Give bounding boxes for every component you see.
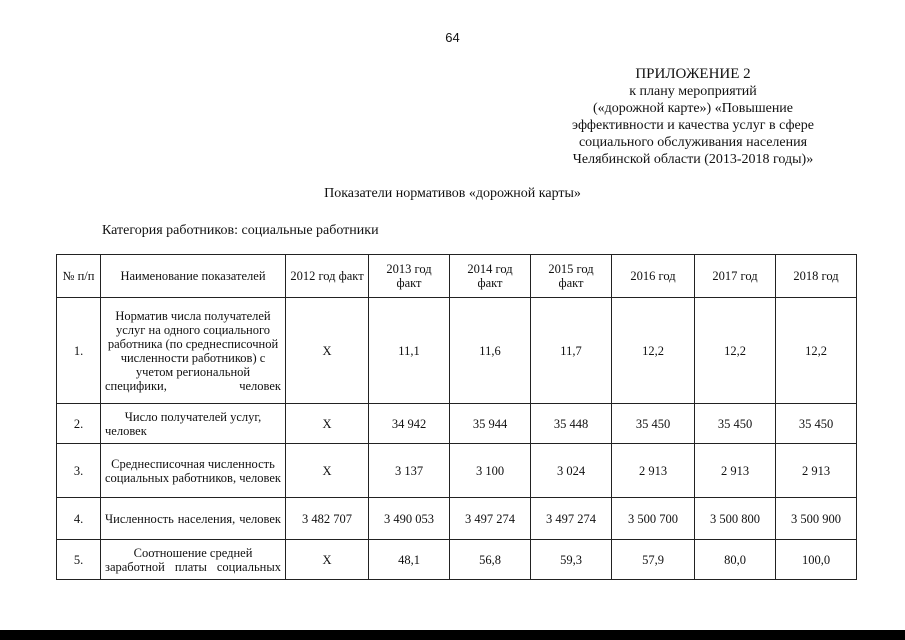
- cell-value: 3 137: [369, 444, 450, 498]
- row-name: Число получателей услуг, человек: [101, 404, 286, 444]
- cell-value: 56,8: [450, 540, 531, 580]
- cell-value: 2 913: [612, 444, 695, 498]
- appendix-line: Челябинской области (2013-2018 годы)»: [572, 152, 814, 167]
- row-name: Среднесписочная численность социальных работников, человек: [101, 444, 286, 498]
- cell-value: 48,1: [369, 540, 450, 580]
- cell-value: 11,7: [531, 298, 612, 404]
- header-2013: 2013 год факт: [369, 255, 450, 298]
- cell-value: X: [286, 404, 369, 444]
- cell-value: 57,9: [612, 540, 695, 580]
- cell-value: 3 100: [450, 444, 531, 498]
- row-number: 3.: [57, 444, 101, 498]
- header-2015: 2015 год факт: [531, 255, 612, 298]
- cell-value: X: [286, 540, 369, 580]
- row-number: 5.: [57, 540, 101, 580]
- cell-value: 35 944: [450, 404, 531, 444]
- worker-category: Категория работников: социальные работники: [102, 223, 379, 238]
- table-header-row: [57, 255, 857, 298]
- cell-value: 11,1: [369, 298, 450, 404]
- row-number: 1.: [57, 298, 101, 404]
- cell-value: 35 450: [695, 404, 776, 444]
- cell-value: 3 024: [531, 444, 612, 498]
- cell-value: 12,2: [612, 298, 695, 404]
- cell-value: 35 450: [612, 404, 695, 444]
- row-name: Норматив числа получателей услуг на одного социального работника (по среднесписочной численности работников) с учетом региональной специфики, человек: [101, 298, 286, 404]
- appendix-heading: ПРИЛОЖЕНИЕ 2: [635, 66, 751, 82]
- table-row: [57, 540, 857, 580]
- cell-value: 11,6: [450, 298, 531, 404]
- indicators-table: [56, 254, 857, 580]
- appendix-line: эффективности и качества услуг в сфере: [572, 118, 814, 133]
- header-2012: 2012 год факт: [286, 255, 369, 298]
- cell-value: 3 497 274: [450, 498, 531, 540]
- header-2014: 2014 год факт: [450, 255, 531, 298]
- cell-value: 2 913: [695, 444, 776, 498]
- scan-bottom-border: [0, 630, 905, 640]
- header-2016: 2016 год: [612, 255, 695, 298]
- cell-value: 3 482 707: [286, 498, 369, 540]
- header-2018: 2018 год: [776, 255, 857, 298]
- page-number: 64: [445, 30, 460, 45]
- header-number: № п/п: [57, 255, 101, 298]
- cell-value: X: [286, 444, 369, 498]
- cell-value: 2 913: [776, 444, 857, 498]
- document-title: Показатели нормативов «дорожной карты»: [324, 186, 581, 201]
- cell-value: 3 500 800: [695, 498, 776, 540]
- cell-value: 3 500 700: [612, 498, 695, 540]
- table-row: [57, 498, 857, 540]
- cell-value: X: [286, 298, 369, 404]
- cell-value: 80,0: [695, 540, 776, 580]
- cell-value: 35 450: [776, 404, 857, 444]
- appendix-line: («дорожной карте») «Повышение: [592, 101, 794, 116]
- cell-value: 34 942: [369, 404, 450, 444]
- cell-value: 100,0: [776, 540, 857, 580]
- cell-value: 59,3: [531, 540, 612, 580]
- appendix-block: [543, 66, 843, 168]
- appendix-line: социального обслуживания населения: [578, 135, 808, 150]
- cell-value: 3 490 053: [369, 498, 450, 540]
- row-name: Соотношение средней заработной платы социальных: [101, 540, 286, 580]
- table-row: [57, 298, 857, 404]
- table-row: [57, 404, 857, 444]
- cell-value: 3 497 274: [531, 498, 612, 540]
- row-number: 2.: [57, 404, 101, 444]
- cell-value: 12,2: [695, 298, 776, 404]
- table-row: [57, 444, 857, 498]
- header-name: Наименование показателей: [101, 255, 286, 298]
- row-number: 4.: [57, 498, 101, 540]
- cell-value: 35 448: [531, 404, 612, 444]
- cell-value: 12,2: [776, 298, 857, 404]
- row-name: Численность населения, человек: [101, 498, 286, 540]
- appendix-line: к плану мероприятий: [629, 84, 757, 99]
- header-2017: 2017 год: [695, 255, 776, 298]
- cell-value: 3 500 900: [776, 498, 857, 540]
